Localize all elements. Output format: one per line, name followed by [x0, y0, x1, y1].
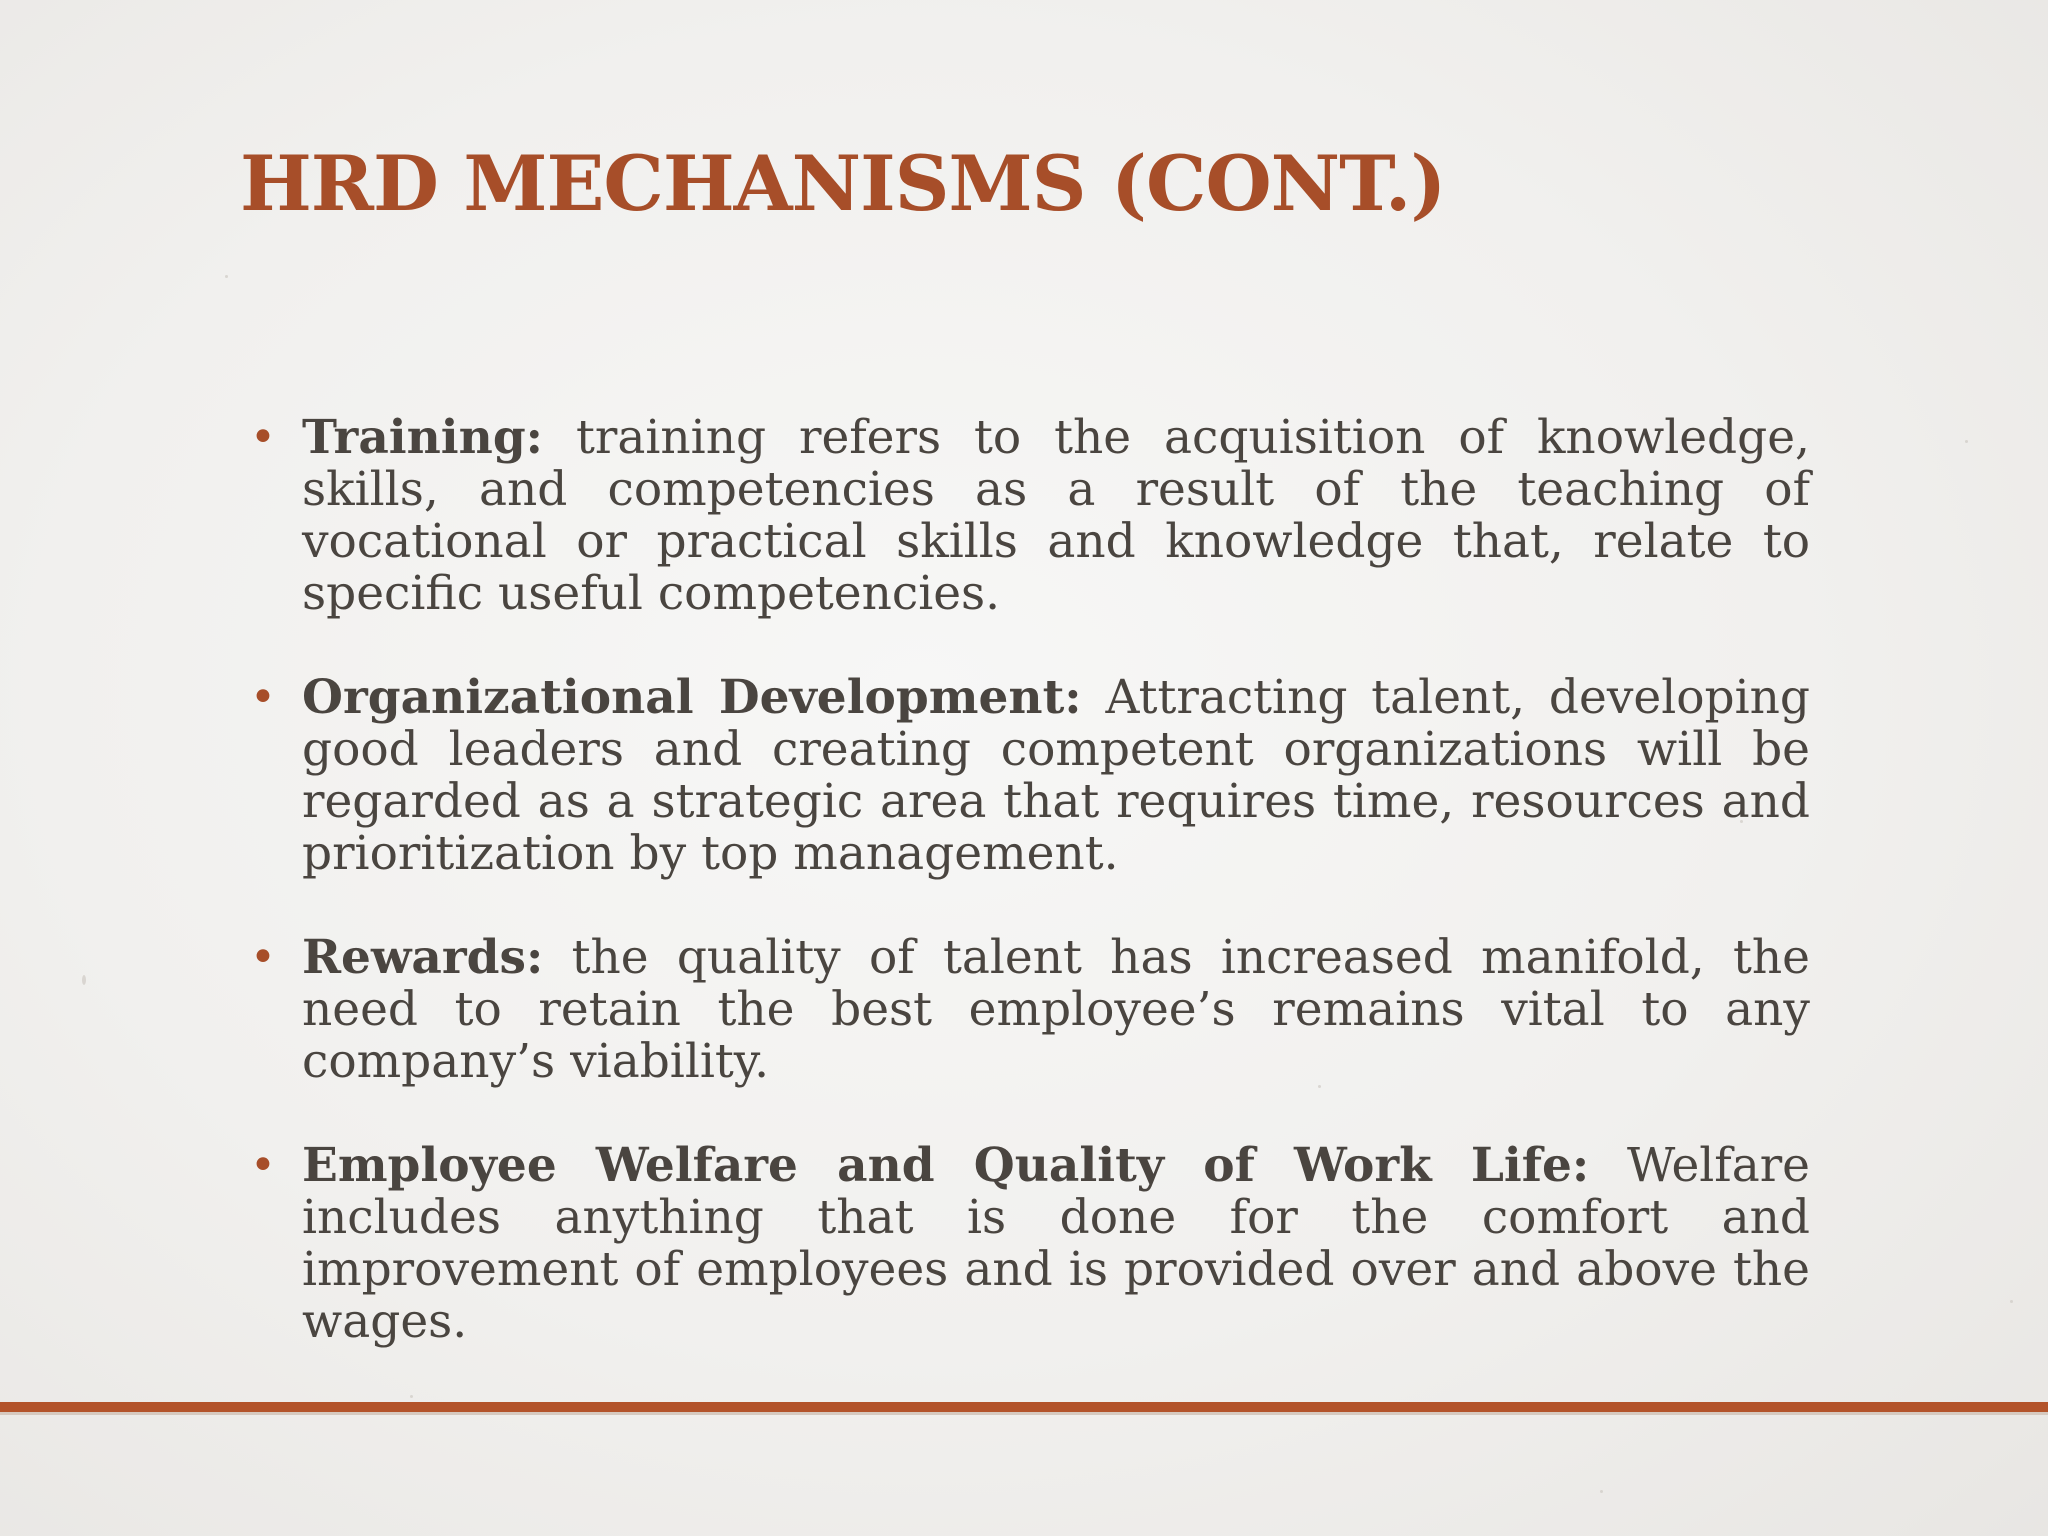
bullet-term: Employee Welfare and Quality of Work Life: — [302, 1138, 1590, 1193]
bullet-text: Attracting talent, developing good leaders and creating competent organizations will be regarded as a strategic area that requires time, resources and prioritization by top management. — [302, 670, 1811, 881]
paper-speck — [410, 1395, 413, 1398]
paper-speck — [225, 275, 228, 278]
slide-title: HRD MECHANISMS (CONT.) — [240, 139, 1446, 228]
bullet-item-employee-welfare — [250, 1140, 1810, 1348]
bullet-dot-icon: • — [250, 412, 276, 463]
bullet-dot-icon: • — [250, 1140, 276, 1191]
footer-rule — [0, 1402, 2048, 1412]
footer-rule-shadow — [0, 1412, 2048, 1415]
bullet-text: training refers to the acquisition of knowledge, skills, and competencies as a result of the teaching of vocational or practical skills and knowledge that, relate to specific useful competencies. — [302, 410, 1810, 621]
paper-speck — [1965, 440, 1968, 443]
bullet-term: Training: — [302, 410, 544, 465]
paper-speck — [1600, 1490, 1603, 1493]
paper-speck — [82, 975, 86, 985]
paper-speck — [2010, 1300, 2013, 1303]
bullet-dot-icon: • — [250, 672, 276, 723]
bullet-term: Rewards: — [302, 930, 544, 985]
bullet-list — [250, 412, 1810, 1348]
bullet-text: Welfare includes anything that is done for the comfort and improvement of employees and is provided over and above the wages. — [302, 1138, 1810, 1349]
bullet-item-organizational-development — [250, 672, 1810, 880]
bullet-term: Organizational Development: — [302, 670, 1082, 725]
bullet-dot-icon: • — [250, 932, 276, 983]
bullet-text: the quality of talent has increased manifold, the need to retain the best employee’s remains vital to any company’s viability. — [302, 930, 1810, 1089]
bullet-item-training — [250, 412, 1810, 620]
bullet-item-rewards — [250, 932, 1810, 1088]
